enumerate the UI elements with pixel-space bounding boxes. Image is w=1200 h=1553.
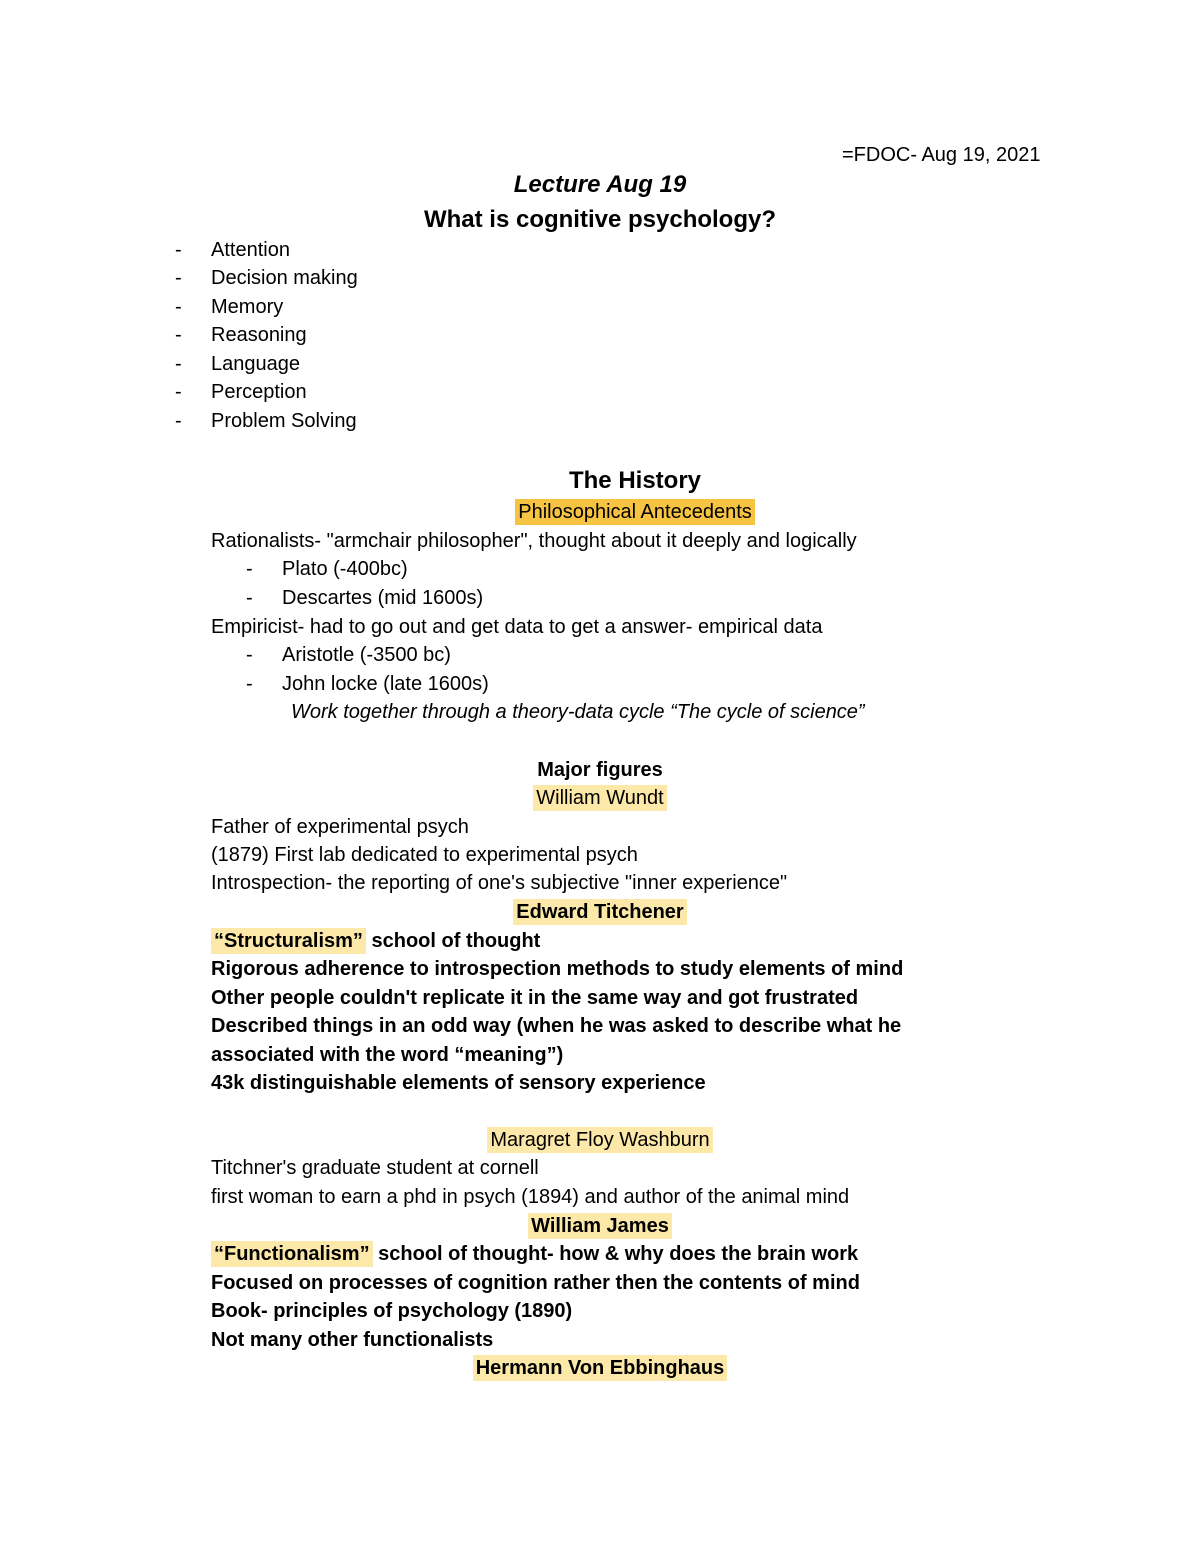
doc-date: =FDOC- Aug 19, 2021 — [842, 144, 1041, 166]
lecture-question: What is cognitive psychology? — [423, 206, 777, 233]
school-rest: school of thought- how & why does the brain work — [372, 1243, 859, 1265]
list-item: Perception — [211, 381, 307, 403]
empiricist-line: Empiricist- had to go out and get data to get a answer- empirical data — [211, 616, 823, 638]
highlighted-name: William Wundt — [533, 785, 666, 811]
list-item: Plato (-400bc) — [282, 558, 408, 580]
list-item: Descartes (mid 1600s) — [282, 587, 484, 609]
highlighted-name: William James — [528, 1213, 672, 1239]
section-heading-history: The History — [568, 467, 702, 494]
cycle-of-science-note: Work together through a theory-data cycle “The cycle of science” — [291, 701, 865, 723]
titchener-line: associated with the word “meaning”) — [211, 1044, 564, 1066]
highlighted-name: Maragret Floy Washburn — [487, 1127, 712, 1153]
figure-name-washburn — [0, 1130, 1200, 1150]
bullet-dash: - — [175, 324, 182, 346]
list-item: Aristotle (-3500 bc) — [282, 644, 451, 666]
bullet-dash: - — [175, 353, 182, 375]
list-item: Attention — [211, 239, 290, 261]
bullet-dash: - — [246, 558, 253, 580]
titchener-school-line — [211, 931, 540, 951]
james-line: Focused on processes of cognition rather then the contents of mind — [211, 1272, 860, 1294]
rationalists-line: Rationalists- "armchair philosopher", thought about it deeply and logically — [211, 530, 857, 552]
wundt-line: Father of experimental psych — [211, 816, 469, 838]
figure-name-titchener — [0, 902, 1200, 922]
washburn-line: Titchner's graduate student at cornell — [211, 1157, 539, 1179]
titchener-line: 43k distinguishable elements of sensory experience — [211, 1072, 706, 1094]
bullet-dash: - — [175, 410, 182, 432]
subsection-heading — [0, 502, 1200, 522]
wundt-line: (1879) First lab dedicated to experimental psych — [211, 844, 638, 866]
bullet-dash: - — [175, 267, 182, 289]
list-item: Reasoning — [211, 324, 307, 346]
figure-name-wundt — [0, 788, 1200, 808]
james-line: Book- principles of psychology (1890) — [211, 1300, 573, 1322]
lecture-title: Lecture Aug 19 — [513, 171, 687, 198]
bullet-dash: - — [175, 381, 182, 403]
school-term: “Structuralism” — [211, 928, 366, 954]
major-figures-heading: Major figures — [537, 759, 663, 781]
wundt-line: Introspection- the reporting of one's subjective "inner experience" — [211, 872, 788, 894]
figure-name-ebbinghaus — [0, 1358, 1200, 1378]
james-line: Not many other functionalists — [211, 1329, 494, 1351]
highlighted-name: Edward Titchener — [513, 899, 686, 925]
bullet-dash: - — [246, 587, 253, 609]
bullet-dash: - — [175, 296, 182, 318]
list-item: Decision making — [211, 267, 358, 289]
bullet-dash: - — [246, 673, 253, 695]
school-term: “Functionalism” — [211, 1241, 373, 1267]
titchener-line: Described things in an odd way (when he was asked to describe what he — [211, 1015, 902, 1037]
bullet-dash: - — [175, 239, 182, 261]
list-item: John locke (late 1600s) — [282, 673, 489, 695]
james-school-line — [211, 1244, 858, 1264]
list-item: Language — [211, 353, 300, 375]
school-rest: school of thought — [365, 930, 541, 952]
highlighted-name: Hermann Von Ebbinghaus — [473, 1355, 728, 1381]
washburn-line: first woman to earn a phd in psych (1894) and author of the animal mind — [211, 1186, 850, 1208]
list-item: Problem Solving — [211, 410, 357, 432]
titchener-line: Other people couldn't replicate it in the same way and got frustrated — [211, 987, 859, 1009]
titchener-line: Rigorous adherence to introspection methods to study elements of mind — [211, 958, 904, 980]
list-item: Memory — [211, 296, 284, 318]
figure-name-james — [0, 1216, 1200, 1236]
highlighted-subheading: Philosophical Antecedents — [515, 499, 755, 525]
bullet-dash: - — [246, 644, 253, 666]
